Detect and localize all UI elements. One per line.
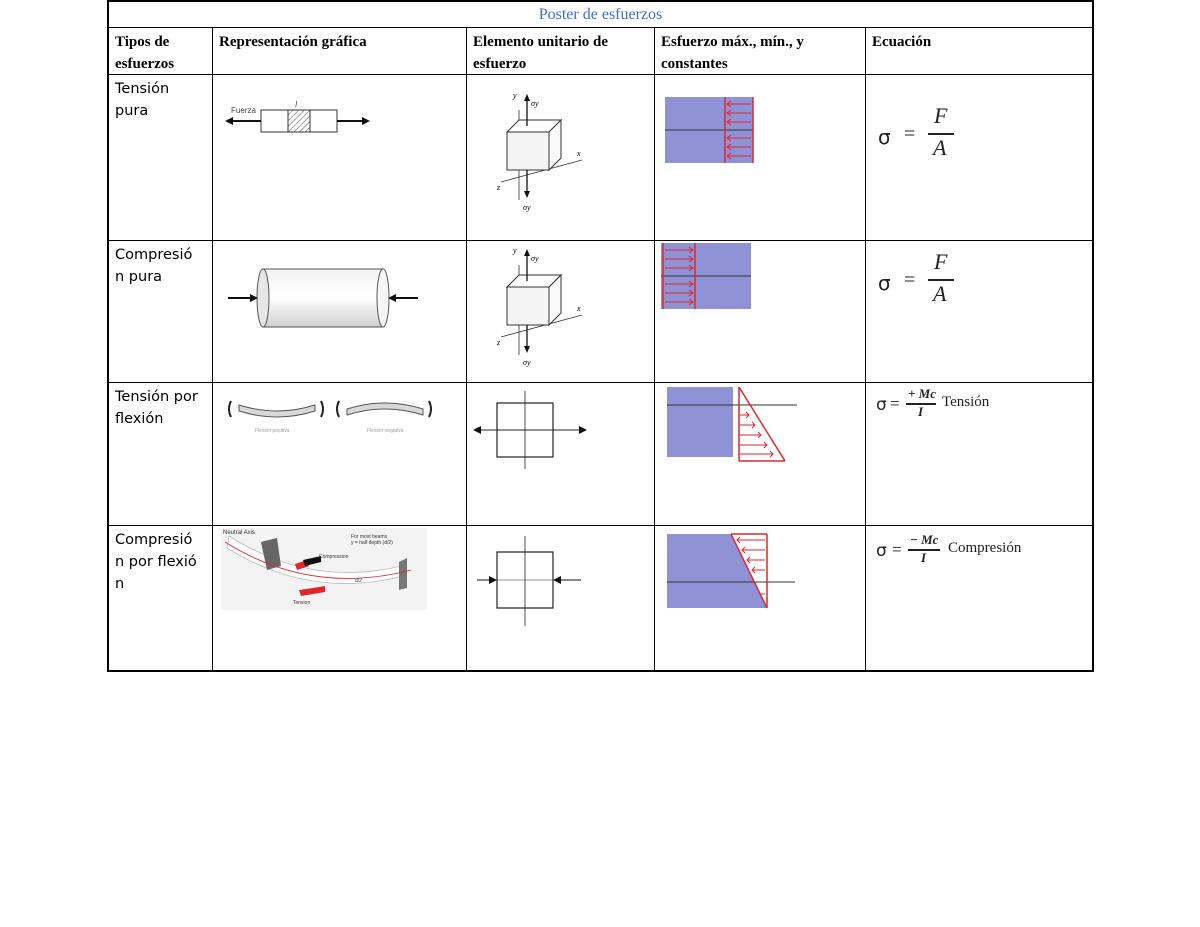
row-label-text: Compresión por flexión bbox=[115, 532, 197, 592]
row-label-pure-compression bbox=[109, 241, 213, 383]
stress-dist-bending-tension bbox=[655, 383, 866, 526]
stress-dist-pure-tension bbox=[655, 75, 866, 241]
stress-distribution-figure bbox=[665, 95, 760, 165]
svg-text:σy: σy bbox=[523, 358, 531, 367]
svg-text:d/2: d/2 bbox=[355, 578, 362, 584]
table-title: Poster de esfuerzos bbox=[109, 2, 1092, 28]
unit-element-pure-tension bbox=[467, 75, 655, 241]
svg-text:l: l bbox=[295, 100, 298, 109]
equation-formula: σ = F A bbox=[878, 103, 968, 163]
row-label-text: Tensión pura bbox=[115, 81, 170, 119]
header-unit-element: Elemento unitario de esfuerzo bbox=[467, 28, 655, 75]
svg-text:x: x bbox=[577, 304, 581, 313]
graphic-pure-compression bbox=[213, 241, 467, 383]
stress-poster-table bbox=[107, 0, 1094, 672]
svg-text:Tension: Tension bbox=[293, 600, 311, 606]
graphic-bending-compression bbox=[213, 526, 467, 672]
svg-text:σy: σy bbox=[531, 254, 539, 263]
svg-text:σy: σy bbox=[523, 203, 531, 212]
svg-text:y = half depth (d/2): y = half depth (d/2) bbox=[351, 540, 393, 546]
equation-bending-compression bbox=[866, 526, 1094, 672]
stress-distribution-figure bbox=[667, 530, 799, 612]
svg-text:Neutral Axis: Neutral Axis bbox=[223, 530, 256, 536]
graphic-pure-tension bbox=[213, 75, 467, 241]
svg-text:Flexión positiva: Flexión positiva bbox=[255, 428, 290, 434]
row-label-pure-tension bbox=[109, 75, 213, 241]
stress-distribution-figure bbox=[661, 241, 756, 311]
svg-text:y: y bbox=[513, 246, 517, 255]
header-graphic: Representación gráfica bbox=[213, 28, 467, 75]
equation-formula: σ = − Mc I Compresión bbox=[876, 532, 1022, 565]
svg-text:Compression: Compression bbox=[319, 554, 349, 560]
equation-bending-tension bbox=[866, 383, 1094, 526]
stress-distribution-figure bbox=[667, 387, 799, 465]
unit-cube-figure bbox=[487, 245, 587, 370]
unit-element-pure-compression bbox=[467, 241, 655, 383]
neutral-axis-beam-figure bbox=[221, 528, 431, 612]
graphic-bending-tension bbox=[213, 383, 467, 526]
equation-formula: σ = F A bbox=[878, 249, 968, 309]
svg-text:y: y bbox=[513, 91, 517, 100]
equation-pure-tension bbox=[866, 75, 1094, 241]
row-label-text: Tensión por flexión bbox=[115, 389, 198, 427]
svg-text:Flexión negativa: Flexión negativa bbox=[367, 428, 404, 434]
compression-cylinder-figure bbox=[223, 261, 423, 341]
stress-dist-pure-compression bbox=[655, 241, 866, 383]
unit-element-bending-tension bbox=[467, 383, 655, 526]
header-stress-type: Tipos de esfuerzos bbox=[109, 28, 213, 75]
row-label-text: Compresión pura bbox=[115, 247, 193, 285]
header-equation: Ecuación bbox=[866, 28, 1094, 75]
row-label-bending-compression bbox=[109, 526, 213, 672]
equation-formula: σ = + Mc I Tensión bbox=[876, 386, 990, 419]
svg-text:z: z bbox=[497, 183, 501, 192]
svg-text:z: z bbox=[497, 338, 501, 347]
unit-square-compression-figure bbox=[471, 534, 591, 629]
unit-element-bending-compression bbox=[467, 526, 655, 672]
unit-square-tension-figure bbox=[471, 389, 591, 474]
bending-beams-figure bbox=[227, 391, 437, 436]
equation-pure-compression bbox=[866, 241, 1094, 383]
svg-text:For most beams: For most beams bbox=[351, 534, 388, 540]
row-label-bending-tension bbox=[109, 383, 213, 526]
tension-bar-figure bbox=[223, 95, 373, 145]
svg-text:x: x bbox=[577, 149, 581, 158]
header-stress-distribution: Esfuerzo máx., mín., y constantes bbox=[655, 28, 866, 75]
stress-dist-bending-compression bbox=[655, 526, 866, 672]
force-label: Fuerza bbox=[231, 106, 256, 115]
unit-cube-figure bbox=[487, 90, 587, 215]
svg-text:σy: σy bbox=[531, 99, 539, 108]
